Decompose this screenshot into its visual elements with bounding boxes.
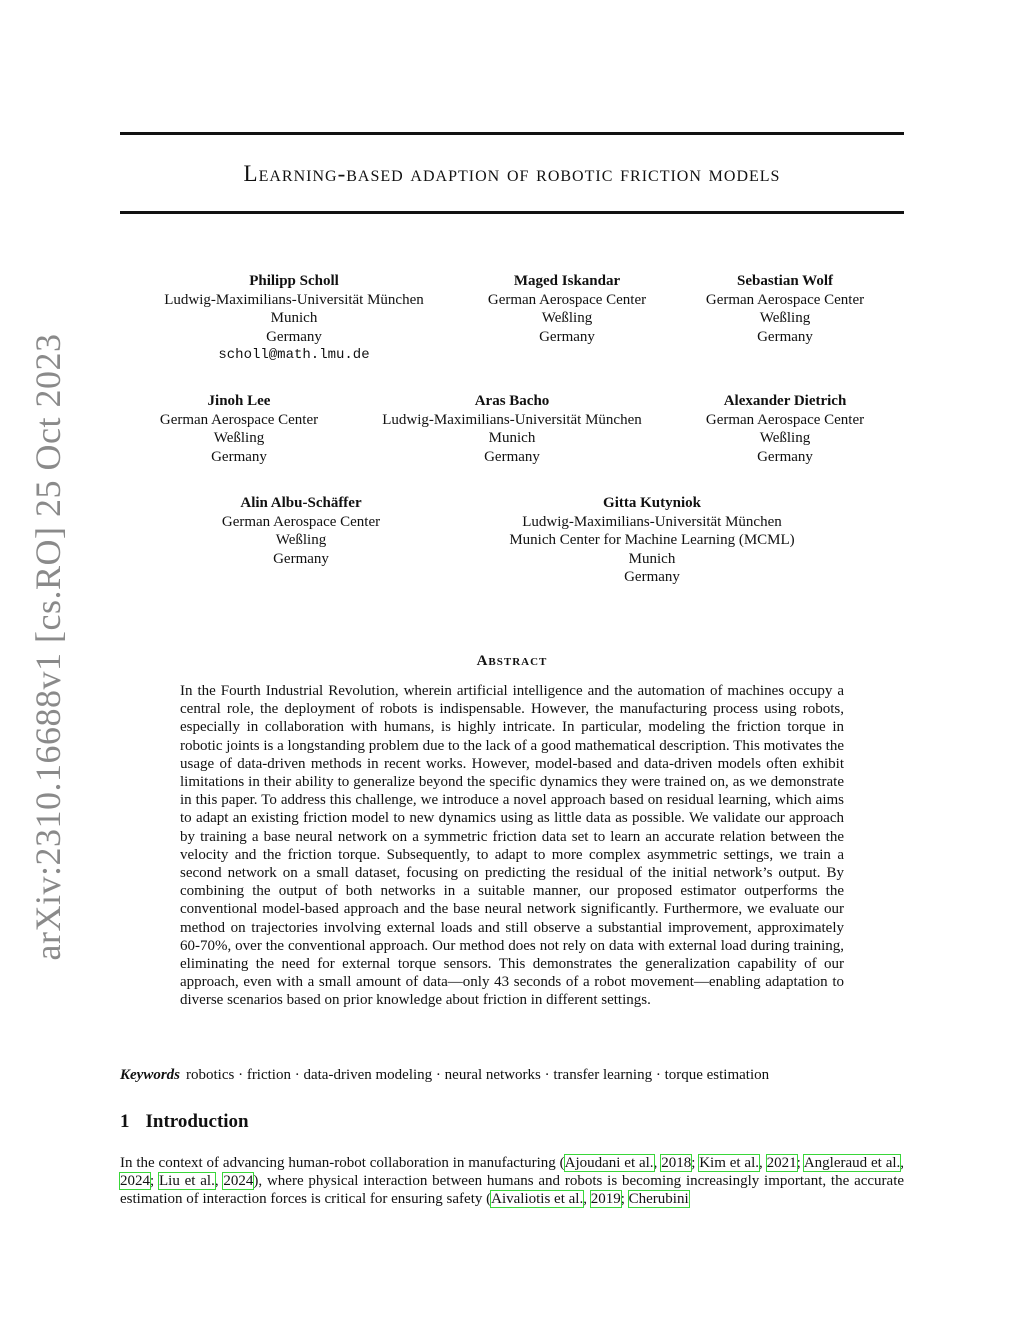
author-country: Germany [266, 328, 322, 345]
title-rule-top [120, 132, 904, 135]
intro-text: , [583, 1191, 591, 1208]
author-name: Philipp Scholl [249, 273, 339, 289]
author-country: Germany [757, 328, 813, 345]
author-name: Aras Bacho [474, 393, 550, 409]
author-city: Weßling [541, 310, 593, 326]
author-country: Germany [273, 550, 329, 567]
author-affiliation: German Aerospace Center [705, 291, 865, 308]
keywords-line [120, 1067, 904, 1084]
citation-link[interactable]: Liu et al. [158, 1173, 215, 1190]
author-block [134, 392, 344, 466]
author-block [352, 392, 672, 466]
intro-text: ; [620, 1191, 629, 1208]
abstract-heading: Abstract [476, 653, 548, 669]
author-name: Alin Albu-Schäffer [240, 495, 362, 511]
abstract-text: In the Fourth Industrial Revolution, wherein artificial intelligence and the automation of machines occupy a central role, the deployment of robots is indispensable. However, the manufacturing process using robots, especially in collaboration with humans, is highly intricate. In particular, modeling the friction torque in robotic joints is a longstanding problem due to the lack of a good mathematical description. This motivates the usage of data-driven methods in recent works. However, model-based and data-driven models often exhibit limitations in their ability to generalize beyond the specific dynamics they were trained on, as we demonstrate in this paper. To address this challenge, we introduce a novel approach based on residual learning, which aims to adapt an existing friction model to new dynamics using as little data as possible. We validate our approach by training a base neural network on a symmetric friction data set to learn an accurate relation between the velocity and the friction torque. Subsequently, to adapt to more complex asymmetric settings, we train a second network on a small dataset, focusing on predicting the residual of the initial network’s output. By combining the output of both networks in a suitable manner, our proposed estimator outperforms the conventional model-based approach and the base neural network significantly. Furthermore, we evaluate our method on trajectories involving external loads and still observe a substantial improvement, approximately 60-70%, over the conventional approach. Our method does not rely on data with external load during training, eliminating the need for external torque sensors. This demonstrates the generalization capability of our approach, even with a small amount of data—only 43 seconds of a robot movement—enabling adaptation to diverse scenarios based on prior knowledge about friction in different settings. [180, 683, 844, 1009]
citation-link[interactable]: Angleraud et al. [803, 1155, 901, 1171]
section-title: Introduction [145, 1111, 249, 1132]
citation-link[interactable]: 2019 [590, 1191, 621, 1208]
citation-link[interactable]: Ajoudani et al. [564, 1155, 654, 1171]
author-block [457, 272, 677, 346]
author-city: Weßling [759, 310, 811, 326]
author-block [680, 392, 890, 466]
keywords-text: robotics · friction · data-driven modeling · neural networks · transfer learning · torque estimation [186, 1067, 770, 1083]
author-city: Munich [628, 550, 676, 567]
author-name: Maged Iskandar [513, 273, 621, 289]
arxiv-identifier-text: arXiv:2310.16688v1 [cs.RO] 25 Oct 2023 [28, 333, 68, 961]
author-affiliation: Ludwig-Maximilians-Universität München [522, 513, 782, 530]
arxiv-identifier-stamp [8, 333, 88, 961]
author-block [196, 494, 406, 568]
intro-text: ; [796, 1155, 804, 1171]
citation-link[interactable]: Kim et al. [699, 1155, 760, 1171]
intro-text: In the context of advancing human-robot collaboration in manufacturing ( [120, 1155, 565, 1171]
author-name: Alexander Dietrich [723, 393, 847, 409]
author-affiliation: Ludwig-Maximilians-Universität München [164, 291, 424, 308]
citation-link[interactable]: Cherubini [628, 1191, 689, 1208]
paper-title: Learning-based adaption of robotic friction models [243, 161, 781, 186]
author-affiliation: Ludwig-Maximilians-Universität München [382, 411, 642, 428]
author-country: Germany [484, 448, 540, 465]
author-city: Munich [270, 310, 318, 326]
section-heading [120, 1111, 249, 1133]
author-country: Germany [539, 328, 595, 345]
author-name: Gitta Kutyniok [603, 495, 701, 511]
author-city: Munich [488, 430, 536, 446]
intro-paragraph [120, 1154, 904, 1209]
citation-link[interactable]: 2021 [766, 1155, 797, 1171]
citation-link[interactable]: 2018 [661, 1155, 692, 1171]
author-block [134, 272, 454, 365]
title-rule-bottom [120, 211, 904, 214]
author-city: Weßling [759, 430, 811, 446]
citation-link[interactable]: 2024 [223, 1173, 254, 1190]
intro-text: , [653, 1155, 662, 1171]
author-city: Weßling [275, 532, 327, 548]
intro-text: , [759, 1155, 767, 1171]
author-country: Germany [211, 448, 267, 465]
author-affiliation: German Aerospace Center [221, 513, 381, 530]
author-email[interactable]: scholl@math.lmu.de [218, 347, 370, 363]
section-number: 1 [120, 1111, 130, 1132]
intro-text: ), where physical interaction between humans and robots is becoming increasingly important, the accurate estimation of interaction forces is critical for ensuring safety ( [120, 1173, 905, 1208]
intro-text: ; [150, 1173, 159, 1190]
intro-text: , [900, 1155, 905, 1171]
author-city: Weßling [213, 430, 265, 446]
intro-text: ; [691, 1155, 700, 1171]
citation-link[interactable]: Aivaliotis et al. [491, 1191, 584, 1208]
citation-link[interactable]: 2024 [120, 1173, 150, 1190]
author-country: Germany [624, 569, 680, 585]
author-affiliation: German Aerospace Center [159, 411, 319, 428]
author-country: Germany [757, 448, 813, 465]
author-affiliation-secondary: Munich Center for Machine Learning (MCML) [509, 532, 795, 548]
keywords-label: Keywords [120, 1067, 180, 1083]
author-block [482, 494, 822, 587]
author-affiliation: German Aerospace Center [487, 291, 647, 308]
intro-text: , [214, 1173, 224, 1190]
author-name: Jinoh Lee [207, 393, 271, 409]
author-block [680, 272, 890, 346]
author-name: Sebastian Wolf [737, 273, 833, 289]
author-affiliation: German Aerospace Center [705, 411, 865, 428]
